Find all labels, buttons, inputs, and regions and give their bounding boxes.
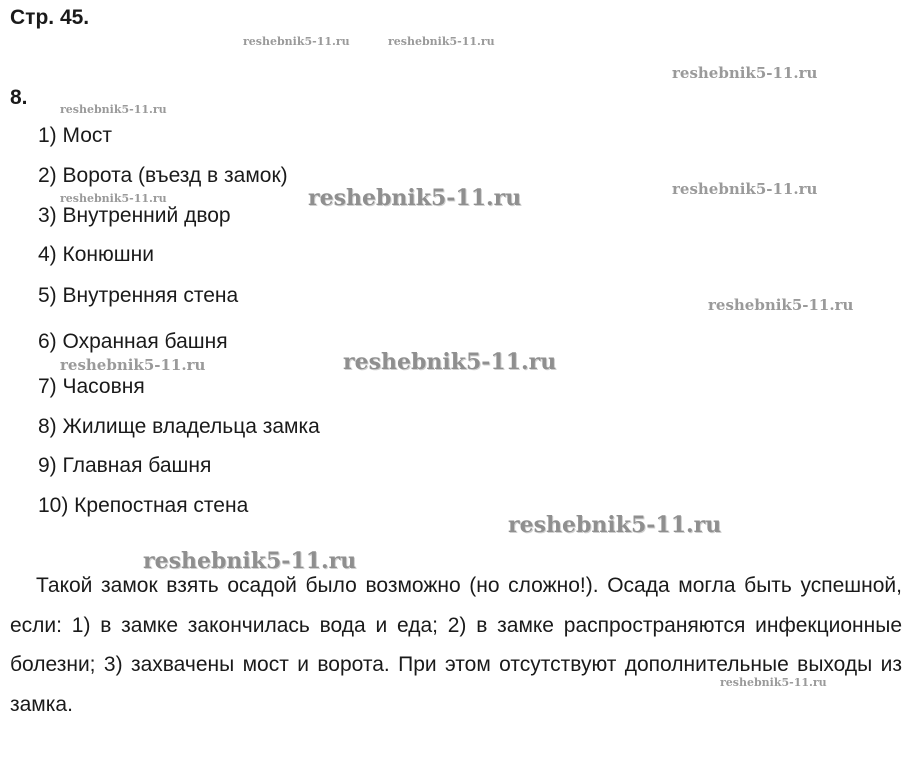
list-item: 5) Внутренняя стена bbox=[38, 284, 239, 307]
watermark: reshebnik5-11.ru bbox=[308, 185, 522, 211]
task-number: 8. bbox=[10, 86, 28, 109]
list-item: 1) Мост bbox=[38, 124, 113, 147]
watermark: reshebnik5-11.ru bbox=[720, 676, 827, 689]
watermark: reshebnik5-11.ru bbox=[708, 296, 854, 314]
list-item: 2) Ворота (въезд в замок) bbox=[38, 164, 288, 187]
list-item: 7) Часовня bbox=[38, 375, 145, 398]
watermark: reshebnik5-11.ru bbox=[60, 192, 167, 205]
list-item: 9) Главная башня bbox=[38, 454, 212, 477]
watermark: reshebnik5-11.ru bbox=[672, 180, 818, 198]
watermark: reshebnik5-11.ru bbox=[388, 35, 495, 48]
list-item: 3) Внутренний двор bbox=[38, 204, 231, 227]
page-heading: Стр. 45. bbox=[10, 6, 90, 29]
watermark: reshebnik5-11.ru bbox=[672, 64, 818, 82]
list-item: 10) Крепостная стена bbox=[38, 494, 249, 517]
list-item: 6) Охранная башня bbox=[38, 330, 228, 353]
conclusion-paragraph: Такой замок взять осадой было возможно (но сложно!). Осада могла быть успешной, если: 1) в замке закончилась вода и еда; 2) в замке распространяются инфекционные болезни; 3) захвачены мост и ворота. При этом отсутствуют дополнительные выходы из замка. bbox=[10, 574, 902, 716]
watermark: reshebnik5-11.ru bbox=[60, 103, 167, 116]
list-item: 4) Конюшни bbox=[38, 243, 154, 266]
watermark: reshebnik5-11.ru bbox=[508, 512, 722, 538]
watermark: reshebnik5-11.ru bbox=[343, 349, 557, 375]
watermark: reshebnik5-11.ru bbox=[143, 548, 357, 574]
list-item: 8) Жилище владельца замка bbox=[38, 415, 320, 438]
watermark: reshebnik5-11.ru bbox=[243, 35, 350, 48]
watermark: reshebnik5-11.ru bbox=[60, 356, 206, 374]
